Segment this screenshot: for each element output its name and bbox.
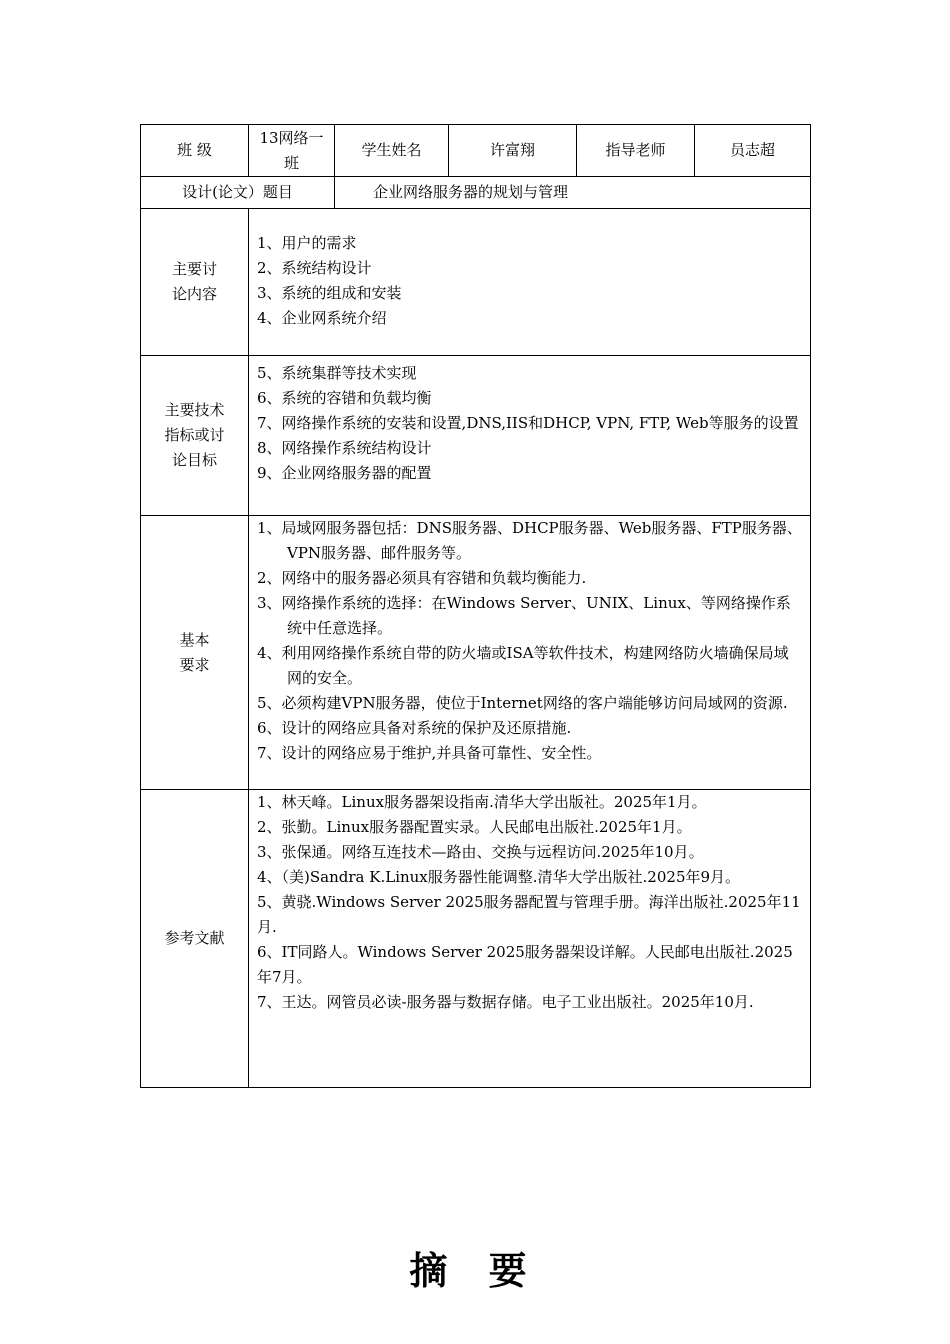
- main-content-item: 2、系统结构设计: [257, 259, 372, 277]
- basic-requirement-item: 6、设计的网络应具备对系统的保护及还原措施.: [257, 719, 572, 737]
- tech-target-item: 8、网络操作系统结构设计: [257, 439, 432, 457]
- task-form-table: [140, 124, 811, 1088]
- basic-requirement-item: 7、设计的网络应易于维护,并具备可靠性、安全性。: [257, 744, 602, 762]
- tech-target-item: 9、企业网络服务器的配置: [257, 464, 432, 482]
- tech-target-item: 5、系统集群等技术实现: [257, 364, 417, 382]
- reference-item: 6、IT同路人。Windows Server 2025服务器架设详解。人民邮电出版社.2025年7月。: [257, 943, 793, 986]
- basic-requirements-label-text: 基本要求: [179, 630, 210, 674]
- main-content-item: 1、用户的需求: [257, 234, 357, 252]
- tech-targets-label-text: 主要技术指标或讨论目标: [164, 401, 225, 469]
- topic-row: [141, 177, 811, 209]
- reference-item: 2、张勤。Linux服务器配置实录。人民邮电出版社.2025年1月。: [257, 818, 692, 836]
- basic-requirements-row: [141, 516, 811, 790]
- student-name-value: 许富翔: [449, 125, 577, 177]
- tech-targets-row: [141, 356, 811, 516]
- main-content-label-text: 主要讨论内容: [171, 260, 217, 303]
- student-name-label: 学生姓名: [335, 125, 449, 177]
- main-content-row: [141, 209, 811, 356]
- basic-requirement-item: 1、局域网服务器包括：DNS服务器、DHCP服务器、Web服务器、FTP服务器、VPN服务器、邮件服务等。: [257, 519, 802, 562]
- basic-requirement-item: 5、必须构建VPN服务器，使位于Internet网络的客户端能够访问局域网的资源.: [257, 694, 788, 712]
- basic-requirement-item: 4、利用网络操作系统自带的防火墙或ISA等软件技术，构建网络防火墙确保局域网的安全。: [257, 644, 789, 687]
- advisor-value: 员志超: [695, 125, 811, 177]
- topic-value: 企业网络服务器的规划与管理: [335, 177, 811, 209]
- main-content-list: [249, 209, 811, 356]
- header-row: [141, 125, 811, 177]
- abstract-heading: 摘 要: [409, 1248, 541, 1293]
- basic-requirement-item: 3、网络操作系统的选择：在Windows Server、UNIX、Linux、等网络操作系统中任意选择。: [257, 594, 791, 637]
- basic-requirement-item: 2、网络中的服务器必须具有容错和负载均衡能力.: [257, 569, 587, 587]
- advisor-label: 指导老师: [577, 125, 695, 177]
- main-content-item: 4、企业网系统介绍: [257, 309, 387, 327]
- tech-target-item: 7、网络操作系统的安装和设置,DNS,IIS和DHCP, VPN, FTP, Web等服务的设置: [257, 414, 799, 432]
- reference-item: 3、张保通。网络互连技术—路由、交换与远程访问.2025年10月。: [257, 843, 704, 861]
- references-row: [141, 790, 811, 1088]
- tech-target-item: 6、系统的容错和负载均衡: [257, 389, 432, 407]
- reference-item: 4、（美)Sandra K.Linux服务器性能调整.清华大学出版社.2025年9月。: [257, 868, 741, 886]
- references-label: 参考文献: [141, 790, 249, 1088]
- main-content-item: 3、系统的组成和安装: [257, 284, 402, 302]
- basic-requirements-list: [249, 516, 811, 790]
- references-list: [249, 790, 811, 1088]
- class-value: 13网络一班: [249, 125, 335, 177]
- reference-item: 7、王达。网管员必读-服务器与数据存储。电子工业出版社。2025年10月.: [257, 993, 754, 1011]
- tech-targets-list: [249, 356, 811, 516]
- class-label: 班 级: [141, 125, 249, 177]
- main-content-label: [141, 209, 249, 356]
- basic-requirements-label: [141, 516, 249, 790]
- reference-item: 5、黄骁.Windows Server 2025服务器配置与管理手册。海洋出版社.2025年11月.: [257, 893, 801, 936]
- topic-label: 设计(论文）题目: [141, 177, 335, 209]
- tech-targets-label: [141, 356, 249, 516]
- reference-item: 1、林天峰。Linux服务器架设指南.清华大学出版社。2025年1月。: [257, 793, 707, 811]
